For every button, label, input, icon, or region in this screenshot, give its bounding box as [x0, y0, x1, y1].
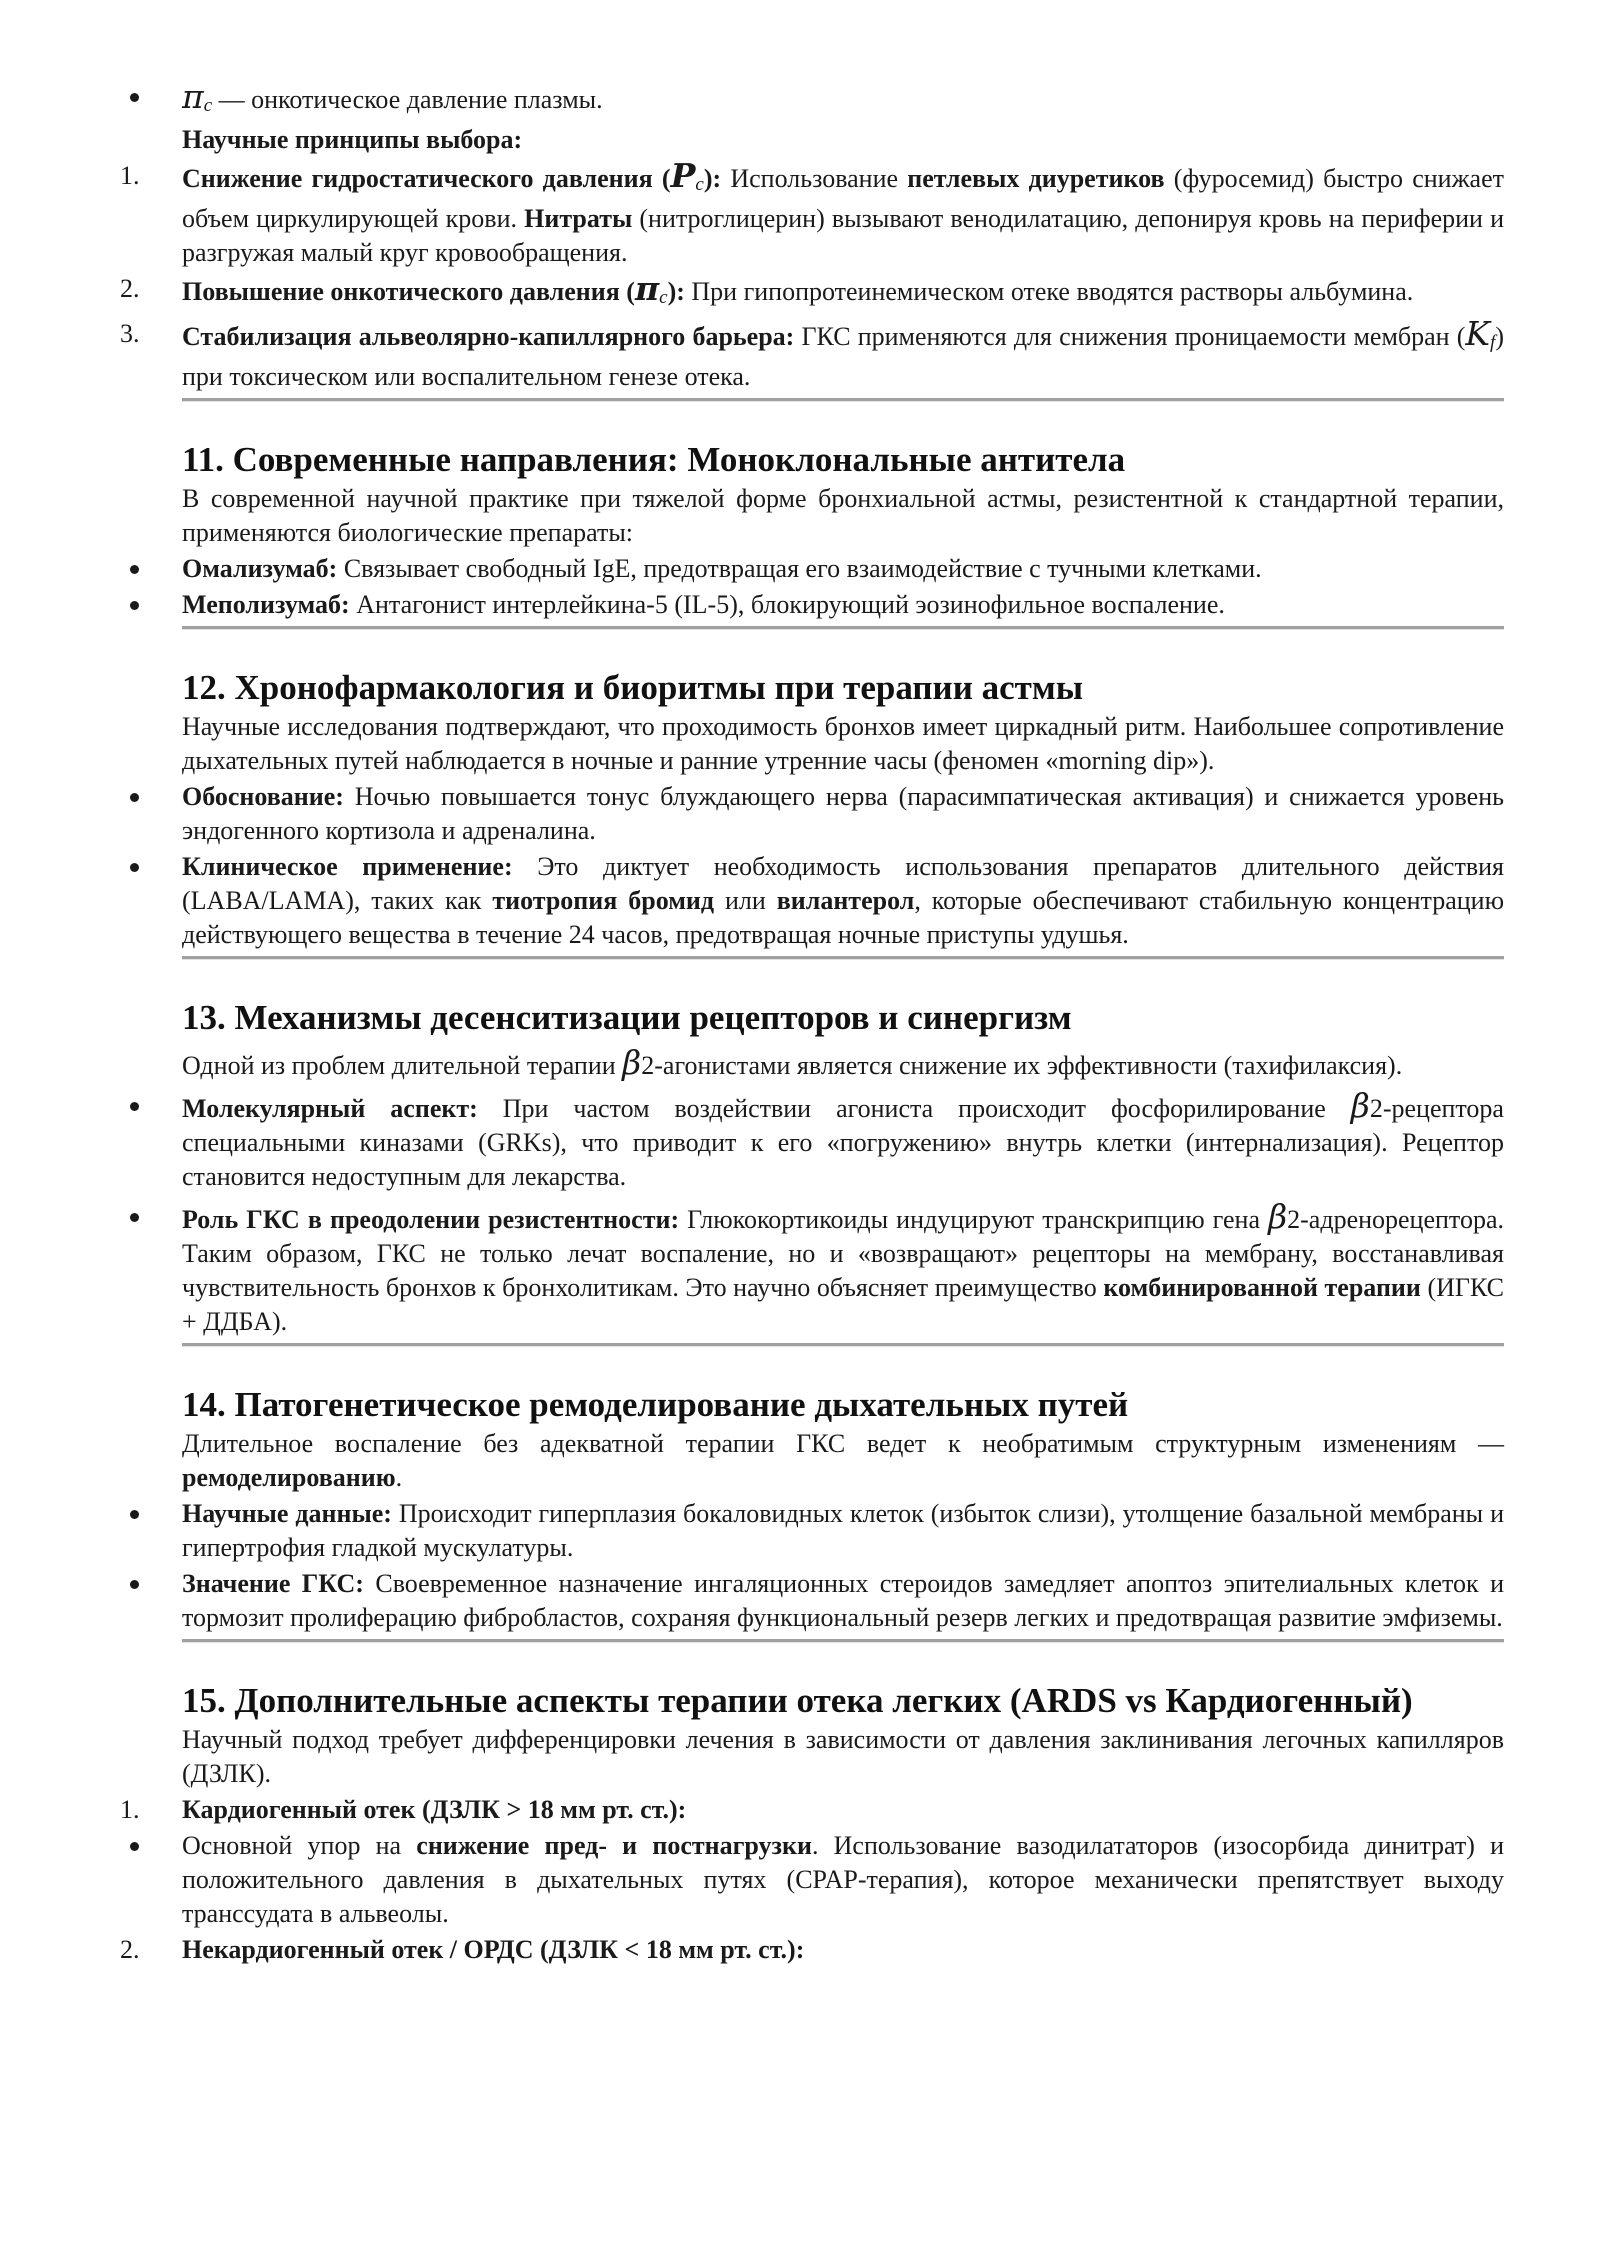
list-number: 1.	[120, 1795, 140, 1824]
pi-c-bullet	[182, 77, 1504, 123]
rationale-bullet: Обоснование: Ночью повышается тонус блуждающего нерва (парасимпатическая активация) и снижается уровень эндогенного кортизола и адреналина.	[182, 780, 1504, 848]
bullet-dot	[130, 1580, 139, 1589]
document-content	[120, 77, 1505, 1967]
section-14-title: 14. Патогенетическое ремоделирование дыхательных путей	[182, 1385, 1129, 1424]
section-divider	[182, 1639, 1504, 1643]
list-number: 3.	[120, 319, 140, 348]
bullet-dot	[130, 1510, 139, 1519]
pi-symbol: π	[182, 77, 204, 116]
principle-item-3: 3. Стабилизация альвеолярно-капиллярного барьера: ГКС применяются для снижения проницаемости мембран $(K_f)$ при токсическом или воспалительном генезе отека.	[120, 314, 1504, 391]
list-number: 2.	[120, 274, 140, 303]
section-13-intro: Одной из проблем длительной терапии β2-агонистами является снижение их эффективности (тахифилаксия).	[182, 1043, 1403, 1082]
principles-heading: Научные принципы выбора:	[182, 125, 523, 154]
bullet-dot	[130, 863, 139, 872]
noncardiogenic-item: 2. Некардиогенный отек / ОРДС (ДЗЛК < 18 мм рт. ст.):	[182, 1933, 1504, 1967]
omalizumab-bullet: Омализумаб: Связывает свободный IgE, предотвращая его взаимодействие с тучными клетками.	[182, 552, 1504, 586]
molecular-aspect-bullet: Молекулярный аспект: При частом воздействии агониста происходит фосфорилирование β2-рецептора специальными киназами (GRKs), что приводит к его «погружению» внутрь клетки (интернализация). Рецептор становится недоступным для лекарства.	[182, 1089, 1504, 1194]
mepolizumab-bullet: Меполизумаб: Антагонист интерлейкина-5 (IL-5), блокирующий эозинофильное воспаление.	[182, 588, 1504, 622]
principle-item-1: 1. Снижение гидростатического давления $(P_c)$: Использование петлевых диуретиков (фуросемид) быстро снижает объем циркулирующей крови. Нитраты (нитроглицерин) вызывают венодилатацию, депонируя кровь на периферии и разгружая малый круг кровообращения.	[120, 156, 1504, 267]
bullet-dot	[130, 793, 139, 802]
bullet-dot	[130, 565, 139, 574]
section-15-title: 15. Дополнительные аспекты терапии отека легких (ARDS vs Кардиогенный)	[182, 1681, 1413, 1720]
section-13-title: 13. Механизмы десенситизации рецепторов и синергизм	[182, 998, 1072, 1037]
bullet-dot	[130, 1102, 139, 1111]
section-12-intro: Научные исследования подтверждают, что проходимость бронхов имеет циркадный ритм. Наибольшее сопротивление дыхательных путей наблюдается в ночные и ранние утренние часы (феномен «morning dip»).	[182, 712, 1504, 775]
section-divider	[182, 1343, 1504, 1347]
pi-c-text: — онкотическое давление плазмы.	[212, 85, 603, 114]
section-divider	[182, 956, 1504, 960]
bullet-dot	[130, 1842, 139, 1851]
cardiogenic-item: 1. Кардиогенный отек (ДЗЛК > 18 мм рт. ст.):	[182, 1793, 1504, 1827]
section-14-intro: Длительное воспаление без адекватной терапии ГКС ведет к необратимым структурным изменениям — ремоделированию.	[182, 1429, 1504, 1492]
cardiogenic-bullet: Основной упор на снижение пред- и постнагрузки. Использование вазодилататоров (изосорбида динитрат) и положительного давления в дыхательных путях (CPAP-терапия), которое механически препятствует выходу транссудата в альвеолы.	[182, 1829, 1504, 1931]
pi-subscript: c	[203, 95, 213, 116]
section-11-title: 11. Современные направления: Моноклональные антитела	[182, 440, 1126, 479]
gcs-significance-bullet: Значение ГКС: Своевременное назначение ингаляционных стероидов замедляет апоптоз эпителиальных клеток и тормозит пролиферацию фибробластов, сохраняя функциональный резерв легких и предотвращая развитие эмфиземы.	[182, 1567, 1504, 1635]
bullet-dot	[130, 1213, 139, 1222]
bullet-dot	[130, 93, 139, 102]
section-divider	[182, 626, 1504, 630]
clinical-use-bullet: Клиническое применение: Это диктует необходимость использования препаратов длительного действия (LABA/LAMA), таких как тиотропия бромид или вилантерол, которые обеспечивают стабильную концентрацию действующего вещества в течение 24 часов, предотвращая ночные приступы удушья.	[182, 850, 1504, 952]
section-11-intro: В современной научной практике при тяжелой форме бронхиальной астмы, резистентной к стандартной терапии, применяются биологические препараты:	[182, 484, 1504, 547]
section-15-intro: Научный подход требует дифференцировки лечения в зависимости от давления заклинивания легочных капилляров (ДЗЛК).	[182, 1725, 1504, 1788]
list-number: 1.	[120, 161, 140, 190]
section-divider	[182, 398, 1504, 402]
list-number: 2.	[120, 1935, 140, 1964]
gcs-role-bullet: Роль ГКС в преодолении резистентности: Глюкокортикоиды индуцируют транскрипцию гена β2-адренорецептора. Таким образом, ГКС не только лечат воспаление, но и «возвращают» рецепторы на мембрану, восстанавливая чувствительность бронхов к бронхолитикам. Это научно объясняет преимущество комбинированной терапии (ИГКС + ДДБА).	[182, 1200, 1504, 1339]
bullet-dot	[130, 601, 139, 610]
principle-item-2: 2. Повышение онкотического давления $(\pi_c)$: При гипопротеинемическом отеке вводятся растворы альбумина.	[120, 269, 1414, 308]
scientific-data-bullet: Научные данные: Происходит гиперплазия бокаловидных клеток (избыток слизи), утолщение базальной мембраны и гипертрофия гладкой мускулатуры.	[182, 1497, 1504, 1565]
section-12-title: 12. Хронофармакология и биоритмы при терапии астмы	[182, 668, 1084, 707]
